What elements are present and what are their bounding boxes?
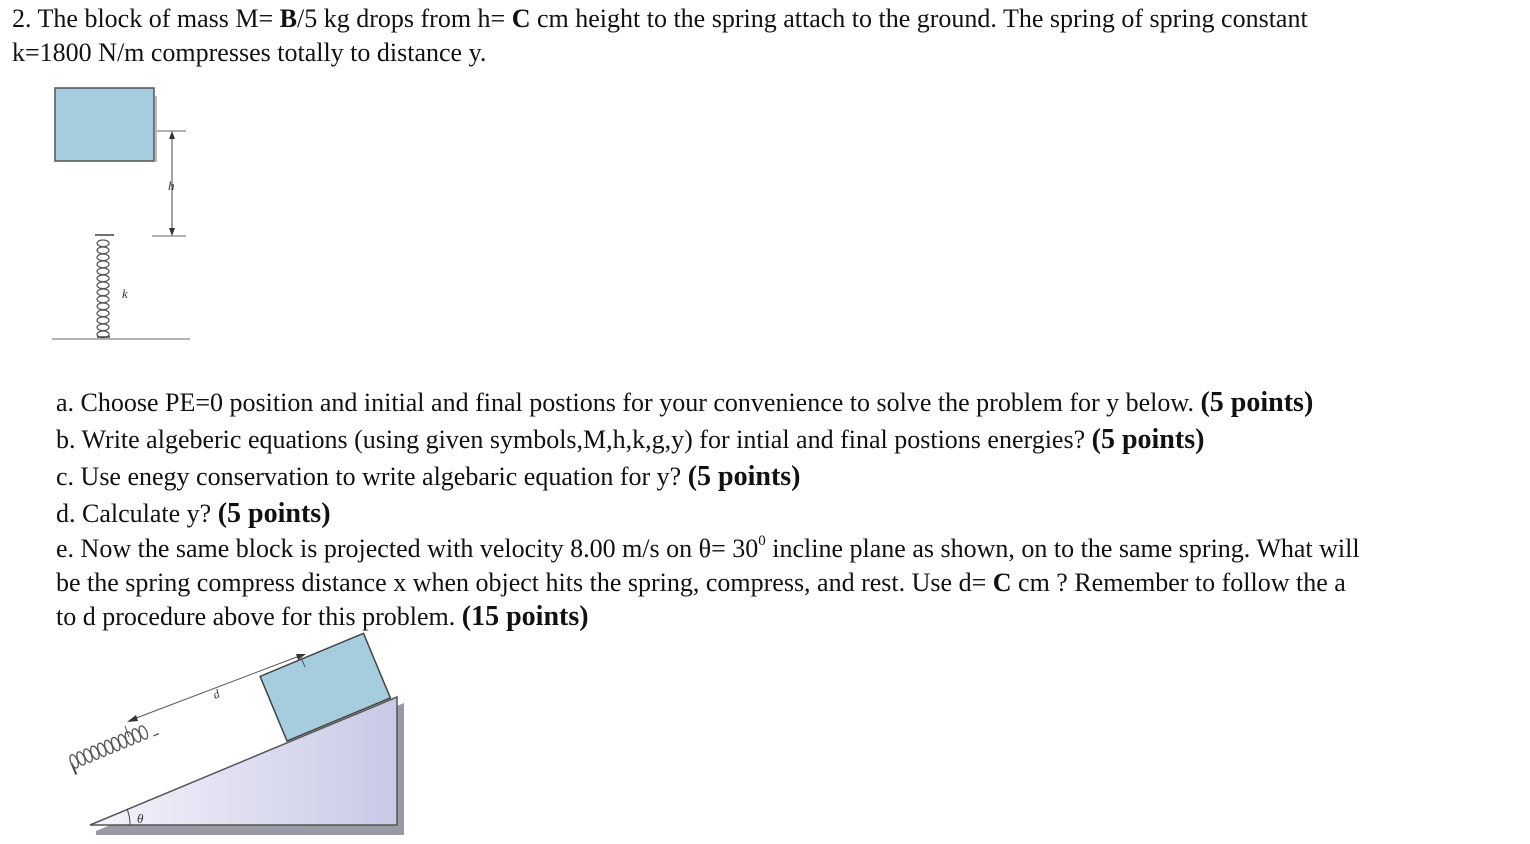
height-variable-C: C xyxy=(511,4,531,33)
question-e-text: cm ? Remember to follow the a xyxy=(1011,568,1346,597)
question-e-text: be the spring compress distance x when object hits the spring, compress, and rest. Use d= xyxy=(56,568,993,597)
question-a-text: a. Choose PE=0 position and initial and final postions for your convenience to solve the problem for y below. xyxy=(56,388,1201,417)
incline-spring-coil-path xyxy=(68,721,159,769)
angle-label: θ xyxy=(137,811,144,826)
question-e-points: (15 points) xyxy=(461,601,589,632)
degree-superscript: 0 xyxy=(758,533,766,549)
incline-spring xyxy=(68,721,161,775)
question-c-text: c. Use enegy conservation to write algebaric equation for y? xyxy=(56,462,688,491)
statement-part: /5 kg drops from h= xyxy=(297,4,512,33)
distance-variable-C: C xyxy=(992,568,1012,597)
statement-part: cm height to the spring attach to the ground. The spring of spring constant xyxy=(530,4,1308,33)
question-b-points: (5 points) xyxy=(1091,424,1205,455)
question-d-text: d. Calculate y? xyxy=(56,499,218,528)
mass-variable-B: B xyxy=(279,4,297,33)
spring-constant-label: k xyxy=(122,286,128,301)
question-b-text: b. Write algeberic equations (using given symbols,M,h,k,g,y) for intial and final postions energies? xyxy=(56,425,1092,454)
question-e-text: incline plane as shown, on to the same spring. What will xyxy=(765,534,1360,563)
distance-label: d xyxy=(210,686,222,702)
question-d-points: (5 points) xyxy=(217,498,331,529)
problem-statement-line-2: k=1800 N/m compresses totally to distance y. xyxy=(12,38,487,67)
height-label: h xyxy=(168,178,175,193)
question-e-text: to d procedure above for this problem. xyxy=(56,602,462,631)
question-c-points: (5 points) xyxy=(687,461,801,492)
distance-arrow-left xyxy=(127,715,138,722)
statement-part: 2. The block of mass M= xyxy=(12,4,280,33)
question-a-points: (5 points) xyxy=(1200,387,1314,418)
question-e-text: e. Now the same block is projected with velocity 8.00 m/s on θ= 30 xyxy=(56,534,759,563)
